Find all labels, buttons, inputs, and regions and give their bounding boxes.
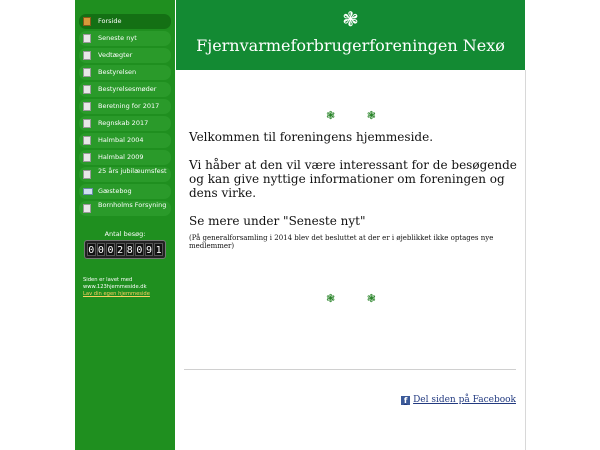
page-icon [83,153,91,162]
clover-icon: ❃ [326,292,336,305]
nav-item-bestyrelsesmoeder[interactable] [79,82,171,97]
page-icon [83,51,91,60]
clover-icon: ❃ [326,109,336,122]
nav-item-regnskab[interactable] [79,116,171,131]
intro-text: Vi håber at den vil være interessant for de besøgende og kan give nyttige informationer om foreningen og dens virke. [189,158,517,200]
page-icon [83,170,91,179]
book-icon [83,188,93,195]
nav-label: Bornholms Forsyning [98,201,167,209]
nav-item-halmbal-2004[interactable] [79,133,171,148]
facebook-icon: f [401,396,410,405]
nav-label: 25 års jubilæumsfest [98,167,167,175]
counter-digit: 9 [146,245,153,256]
nav-item-bornholms-forsyning[interactable] [79,201,171,216]
nav-item-forside[interactable] [79,14,171,29]
counter-digits [84,240,166,259]
nav-item-bestyrelsen[interactable] [79,65,171,80]
nav-item-seneste-nyt[interactable] [79,31,171,46]
counter-digit: 0 [136,245,143,256]
clover-icon: ❃ [366,292,376,305]
page-icon [83,136,91,145]
nav-label: Halmbal 2009 [98,153,144,161]
clover-divider-top [326,109,376,122]
sidebar-nav [79,14,171,218]
nav-label: Beretning for 2017 [98,102,160,110]
page-icon [83,204,91,213]
site-title: Fjernvarmeforbrugerforeningen Nexø [196,36,505,55]
page-icon [83,68,91,77]
nav-item-beretning[interactable] [79,99,171,114]
nav-label: Halmbal 2004 [98,136,144,144]
counter-digit: 1 [155,245,162,256]
footer-divider [184,369,516,370]
credit-link[interactable]: Lav din egen hjemmeside [83,291,150,297]
page-icon [83,85,91,94]
nav-item-halmbal-2009[interactable] [79,150,171,165]
facebook-share-link[interactable] [401,395,516,405]
page-icon [83,34,91,43]
visit-counter [84,230,166,259]
nav-item-gaestebog[interactable] [79,184,171,199]
nav-item-vedtaegter[interactable] [79,48,171,63]
nav-label: Bestyrelsen [98,68,137,76]
nav-item-jubilaeumsfest[interactable] [79,167,171,182]
counter-digit: 0 [107,245,114,256]
clover-logo-icon: ❃ [342,7,359,31]
counter-digit: 8 [126,245,133,256]
membership-notice: (På generalforsamling i 2014 blev det besluttet at der er i øjeblikket ikke optages nye medlemmer) [189,234,494,250]
page-icon [83,119,91,128]
content-border [525,70,526,450]
main-content [189,130,519,264]
page-icon [83,102,91,111]
site-header [176,0,525,70]
home-icon [83,17,91,26]
counter-digit: 0 [97,245,104,256]
clover-icon: ❃ [366,109,376,122]
site-credit [83,277,173,298]
see-more-text: Se mere under "Seneste nyt" [189,214,366,228]
nav-label: Regnskab 2017 [98,119,149,127]
nav-label: Bestyrelsesmøder [98,85,157,93]
nav-label: Seneste nyt [98,34,137,42]
counter-digit: 0 [88,245,95,256]
nav-label: Forside [98,17,122,25]
clover-divider-bottom [326,292,376,305]
welcome-text: Velkommen til foreningens hjemmeside. [189,130,434,144]
nav-label: Gæstebog [98,187,132,195]
credit-line-2[interactable]: www.123hjemmeside.dk [83,284,147,290]
counter-label: Antal besøg: [104,230,146,238]
facebook-share-label: Del siden på Facebook [413,395,516,405]
credit-line-1: Siden er lavet med [83,277,133,283]
counter-digit: 2 [117,245,124,256]
nav-label: Vedtægter [98,51,133,59]
